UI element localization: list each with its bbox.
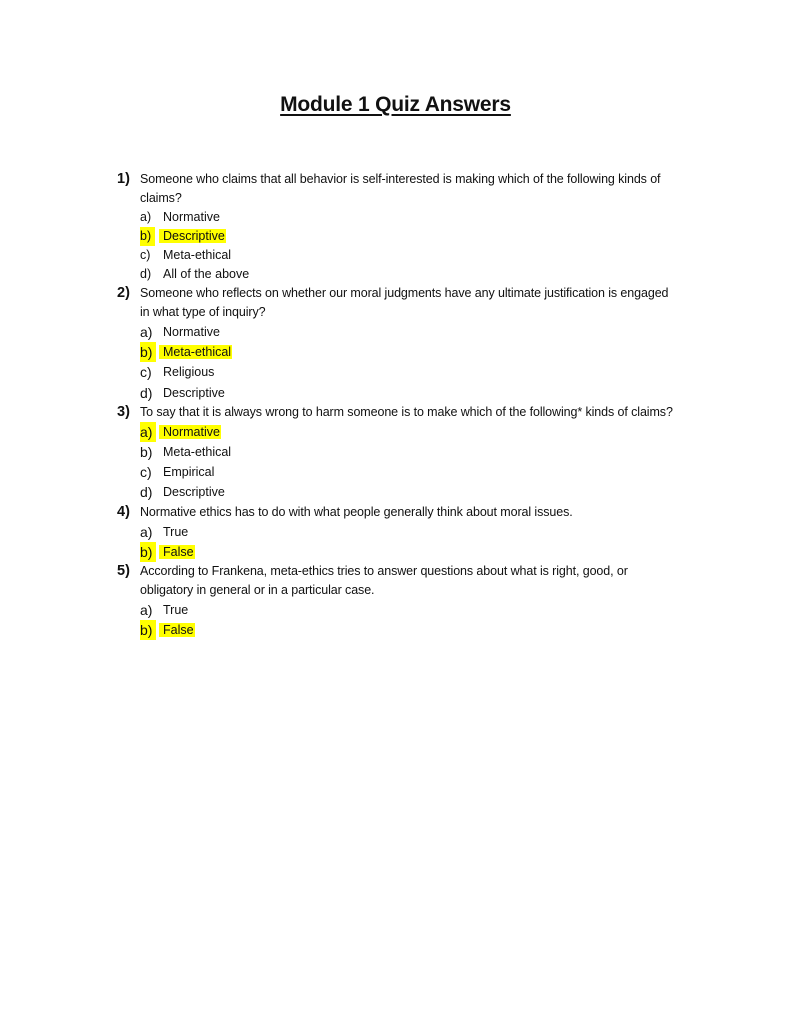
option-letter: b) [140,542,156,562]
option-letter: b) [140,620,156,640]
question-5 [117,562,677,640]
option-letter: a) [140,422,156,442]
answer-option-b-correct [140,342,677,362]
quiz-list [117,170,677,640]
answer-option-a [140,600,677,620]
answer-option-a [140,322,677,342]
answer-option-d [140,482,677,502]
answer-option-a [140,522,677,542]
option-text: Religious [163,365,215,380]
option-letter: a) [140,523,153,540]
option-letter: b) [140,443,153,460]
question-text: Someone who reflects on whether our moral judgments have any ultimate justification is engaged in what type of inquiry? [140,286,669,319]
answer-option-d [140,383,677,403]
option-letter: c) [140,364,152,381]
answer-options [140,522,677,562]
option-letter: a) [140,324,153,340]
option-text: False [159,545,195,559]
question-number: 1) [117,171,130,187]
question-3 [117,403,677,503]
question-2 [117,284,677,403]
answer-option-c [140,462,677,482]
page-title: Module 1 Quiz Answers [280,93,511,116]
question-4 [117,503,677,562]
answer-option-b-correct [140,227,677,246]
option-text: Descriptive [163,385,225,400]
option-text: Descriptive [163,485,225,500]
answer-options [140,422,677,503]
option-letter: c) [140,464,152,481]
answer-option-c [140,246,677,265]
option-letter: c) [140,248,151,262]
option-text: Normative [159,425,221,439]
question-number: 4) [117,503,130,520]
option-text: True [163,524,189,539]
question-number: 3) [117,403,130,420]
option-letter: d) [140,267,152,281]
answer-options [140,208,677,284]
option-letter: a) [140,601,153,618]
answer-option-c [140,362,677,382]
option-text: Normative [163,325,220,339]
answer-option-b-correct [140,542,677,562]
option-letter: b) [140,227,155,246]
question-text: To say that it is always wrong to harm someone is to make which of the following* kinds of claims? [140,404,673,419]
answer-option-b [140,442,677,462]
option-text: All of the above [163,267,250,281]
option-text: Meta-ethical [163,248,232,262]
answer-options [140,322,677,403]
option-text: Meta-ethical [159,345,232,359]
option-letter: b) [140,342,156,362]
answer-option-a [140,208,677,227]
option-letter: a) [140,210,152,224]
question-1 [117,170,677,284]
answer-option-d [140,265,677,284]
option-text: Empirical [163,465,215,480]
option-text: Descriptive [159,229,226,243]
option-text: Meta-ethical [163,444,232,459]
option-letter: d) [140,484,153,501]
question-number: 5) [117,562,130,579]
answer-option-a-correct [140,422,677,442]
option-text: Normative [163,210,220,224]
question-number: 2) [117,285,130,301]
answer-options [140,600,677,640]
question-text: Normative ethics has to do with what people generally think about moral issues. [140,504,573,519]
option-text: False [159,623,195,637]
answer-option-b-correct [140,620,677,640]
question-text: According to Frankena, meta-ethics tries to answer questions about what is right, good, or obligatory in general or in a particular case. [140,563,628,597]
option-letter: d) [140,384,153,401]
question-text: Someone who claims that all behavior is self-interested is making which of the following kinds of claims? [140,172,661,205]
option-text: True [163,602,189,617]
